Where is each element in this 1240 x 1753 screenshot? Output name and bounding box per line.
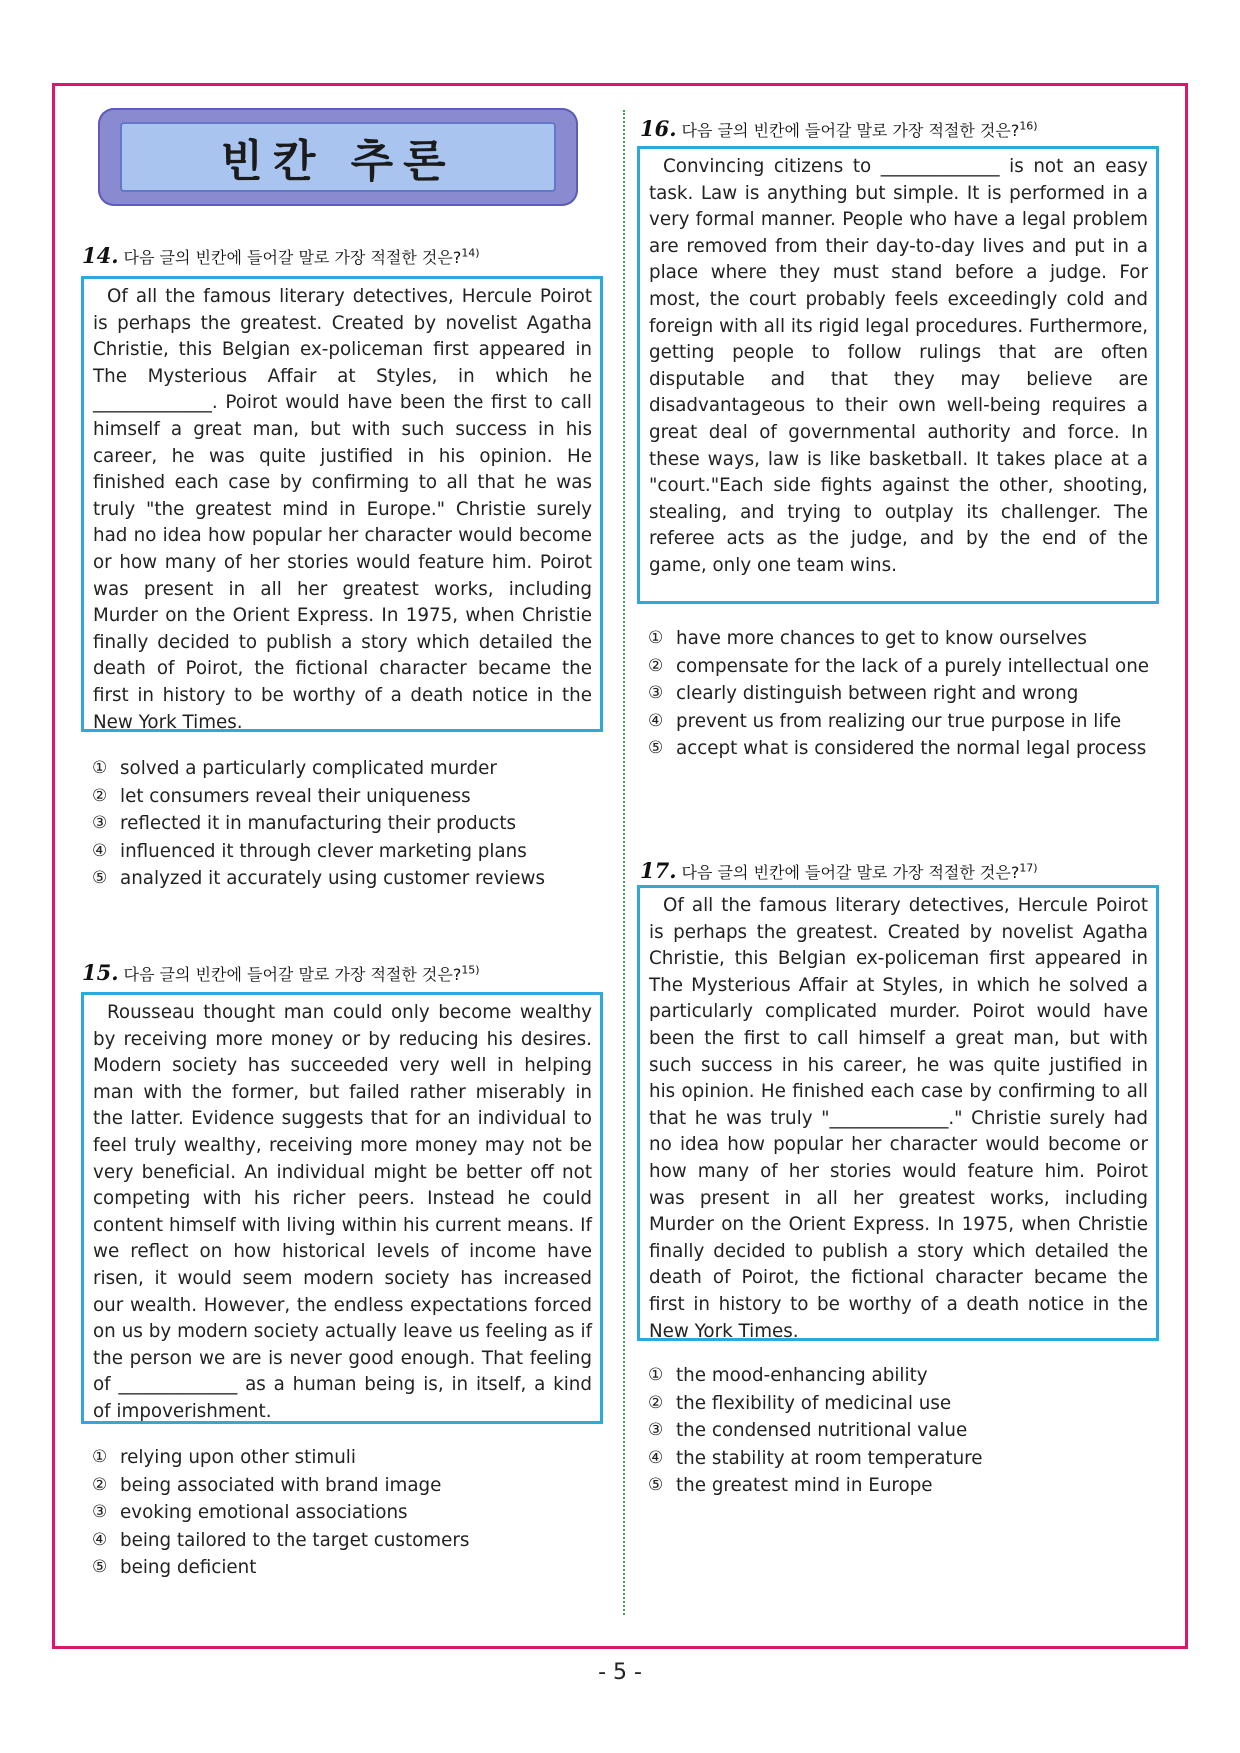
section-title: 빈칸 추론	[120, 122, 556, 192]
option-text: influenced it through clever marketing plans	[120, 840, 527, 862]
question-number: 15.	[82, 960, 119, 985]
option-marker: ②	[92, 785, 108, 806]
option-text: compensate for the lack of a purely intellectual one	[676, 655, 1150, 677]
question-number: 16.	[640, 116, 677, 141]
footnote-ref: 14)	[461, 246, 480, 260]
option-marker: ②	[92, 1474, 108, 1495]
option-marker: ③	[92, 1502, 108, 1523]
option-1[interactable]	[648, 1362, 1158, 1390]
question-17-header	[640, 858, 1038, 883]
option-4[interactable]	[648, 1445, 1158, 1473]
page-number: - 5 -	[598, 1660, 642, 1685]
option-4[interactable]	[92, 1527, 592, 1555]
option-2[interactable]	[648, 653, 1158, 681]
question-prompt: 다음 글의 빈칸에 들어갈 말로 가장 적절한 것은?	[681, 863, 1020, 882]
footnote-ref: 17)	[1019, 861, 1038, 875]
option-marker: ①	[648, 1365, 664, 1385]
option-5[interactable]	[648, 1472, 1158, 1500]
option-3[interactable]	[648, 1417, 1158, 1445]
option-text: accept what is considered the normal legal process	[676, 738, 1147, 760]
question-number: 17.	[640, 858, 677, 883]
option-marker: ②	[648, 1392, 664, 1413]
question-16-options	[648, 625, 1158, 763]
option-text: have more chances to get to know ourselves	[676, 628, 1087, 649]
option-text: the mood-enhancing ability	[676, 1365, 928, 1386]
question-prompt: 다음 글의 빈칸에 들어갈 말로 가장 적절한 것은?	[681, 121, 1020, 140]
column-divider	[623, 110, 625, 1615]
option-marker: ①	[92, 1447, 108, 1467]
question-16-passage	[637, 146, 1159, 604]
footnote-ref: 15)	[461, 963, 480, 977]
option-2[interactable]	[92, 1472, 592, 1500]
option-text: reflected it in manufacturing their products	[120, 813, 517, 835]
option-text: clearly distinguish between right and wrong	[676, 683, 1079, 705]
option-4[interactable]	[92, 838, 592, 866]
passage-text: Of all the famous literary detectives, Hercule Poirot is perhaps the greatest. Created by novelist Agatha Christie, this Belgian ex-policeman first appeared in The Mysterious Affair at Styles, in which he _____________. Poirot would have been the first to call himself a great man, but with such success in his career, he was quite justified in his opinion. He finished each case by confirming to all that he was truly "the greatest mind in Europe." Christie surely had no idea how popular her character would become or how many of her stories would feature him. Poirot was present in all her greatest works, including Murder on the Orient Express. In 1975, when Christie finally decided to publish a story which detailed the death of Poirot, the fictional character became the first in history to be worthy of a death notice in the New York Times.	[93, 286, 592, 733]
option-text: evoking emotional associations	[120, 1502, 408, 1524]
option-5[interactable]	[92, 1554, 592, 1582]
option-marker: ④	[92, 840, 108, 861]
option-marker: ③	[648, 683, 664, 704]
question-16-header	[640, 116, 1038, 141]
option-2[interactable]	[648, 1390, 1158, 1418]
option-text: let consumers reveal their uniqueness	[120, 785, 471, 807]
question-14-passage	[81, 276, 603, 732]
option-marker: ②	[648, 655, 664, 676]
option-text: being deficient	[120, 1557, 257, 1579]
option-1[interactable]	[92, 1444, 592, 1472]
option-text: being associated with brand image	[120, 1474, 442, 1496]
option-4[interactable]	[648, 708, 1158, 736]
question-15-passage	[81, 992, 603, 1424]
option-5[interactable]	[648, 735, 1158, 763]
option-marker: ④	[648, 1447, 664, 1468]
option-marker: ⑤	[92, 868, 108, 889]
question-14-options	[92, 755, 592, 893]
option-marker: ③	[648, 1420, 664, 1441]
option-1[interactable]	[92, 755, 592, 783]
question-15-options	[92, 1444, 592, 1582]
option-text: the greatest mind in Europe	[676, 1475, 933, 1497]
option-text: relying upon other stimuli	[120, 1447, 356, 1468]
option-3[interactable]	[648, 680, 1158, 708]
question-number: 14.	[82, 243, 119, 268]
option-marker: ①	[648, 628, 664, 648]
option-marker: ④	[648, 710, 664, 731]
option-2[interactable]	[92, 783, 592, 811]
question-15-header	[82, 960, 480, 985]
question-17-options	[648, 1362, 1158, 1500]
question-17-passage	[637, 885, 1159, 1341]
option-marker: ⑤	[648, 738, 664, 759]
option-text: solved a particularly complicated murder	[120, 758, 497, 779]
option-marker: ①	[92, 758, 108, 778]
footnote-ref: 16)	[1019, 119, 1038, 133]
option-text: analyzed it accurately using customer reviews	[120, 868, 546, 890]
option-3[interactable]	[92, 1499, 592, 1527]
option-3[interactable]	[92, 810, 592, 838]
option-text: prevent us from realizing our true purpose in life	[676, 710, 1122, 732]
passage-text: Convincing citizens to _____________ is not an easy task. Law is anything but simple. It is performed in a very formal manner. People who have a legal problem are removed from their day-to-day lives and put in a place where they must stand before a judge. For most, the court probably feels exceedingly cold and foreign with all its rigid legal procedures. Furthermore, getting people to follow rulings that are often disputable and that they may believe are disadvantageous to their own well-being requires a great deal of governmental authority and force. In these ways, law is like basketball. It takes place at a "court."Each side fights against the other, shooting, stealing, and trying to outplay its challenger. The referee acts as the judge, and by the end of the game, only one team wins.	[649, 156, 1149, 576]
option-text: the condensed nutritional value	[676, 1420, 968, 1442]
option-marker: ⑤	[92, 1557, 108, 1578]
option-text: the stability at room temperature	[676, 1447, 983, 1469]
option-marker: ⑤	[648, 1475, 664, 1496]
option-text: being tailored to the target customers	[120, 1529, 470, 1551]
question-14-header	[82, 243, 480, 268]
option-marker: ④	[92, 1529, 108, 1550]
passage-text: Rousseau thought man could only become wealthy by receiving more money or by reducing his desires. Modern society has succeeded very well in helping man with the former, but failed rather miserably in the latter. Evidence suggests that for an individual to feel truly wealthy, receiving more money may not be very beneficial. An individual might be better off not competing with his richer peers. Instead he could content himself with living within his current means. If we reflect on how historical levels of income have risen, it would seem modern society has increased our wealth. However, the endless expectations forced on us by modern society actually leave us feeling as if the person we are is never good enough. That feeling of _____________ as a human being is, in itself, a kind of impoverishment.	[93, 1002, 592, 1422]
option-5[interactable]	[92, 865, 592, 893]
option-text: the flexibility of medicinal use	[676, 1392, 952, 1414]
question-prompt: 다음 글의 빈칸에 들어갈 말로 가장 적절한 것은?	[123, 248, 462, 267]
passage-text: Of all the famous literary detectives, Hercule Poirot is perhaps the greatest. Created by novelist Agatha Christie, this Belgian ex-policeman first appeared in The Mysterious Affair at Styles, in which he solved a particularly complicated murder. Poirot would have been the first to call himself a great man, but with such success in his career, he was quite justified in his opinion. He finished each case by confirming to all that he was truly "_____________." Christie surely had no idea how popular her character would become or how many of her stories would feature him. Poirot was present in all her greatest works, including Murder on the Orient Express. In 1975, when Christie finally decided to publish a story which detailed the death of Poirot, the fictional character became the first in history to be worthy of a death notice in the New York Times.	[649, 895, 1148, 1342]
option-marker: ③	[92, 813, 108, 834]
option-1[interactable]	[648, 625, 1158, 653]
question-prompt: 다음 글의 빈칸에 들어갈 말로 가장 적절한 것은?	[123, 965, 462, 984]
